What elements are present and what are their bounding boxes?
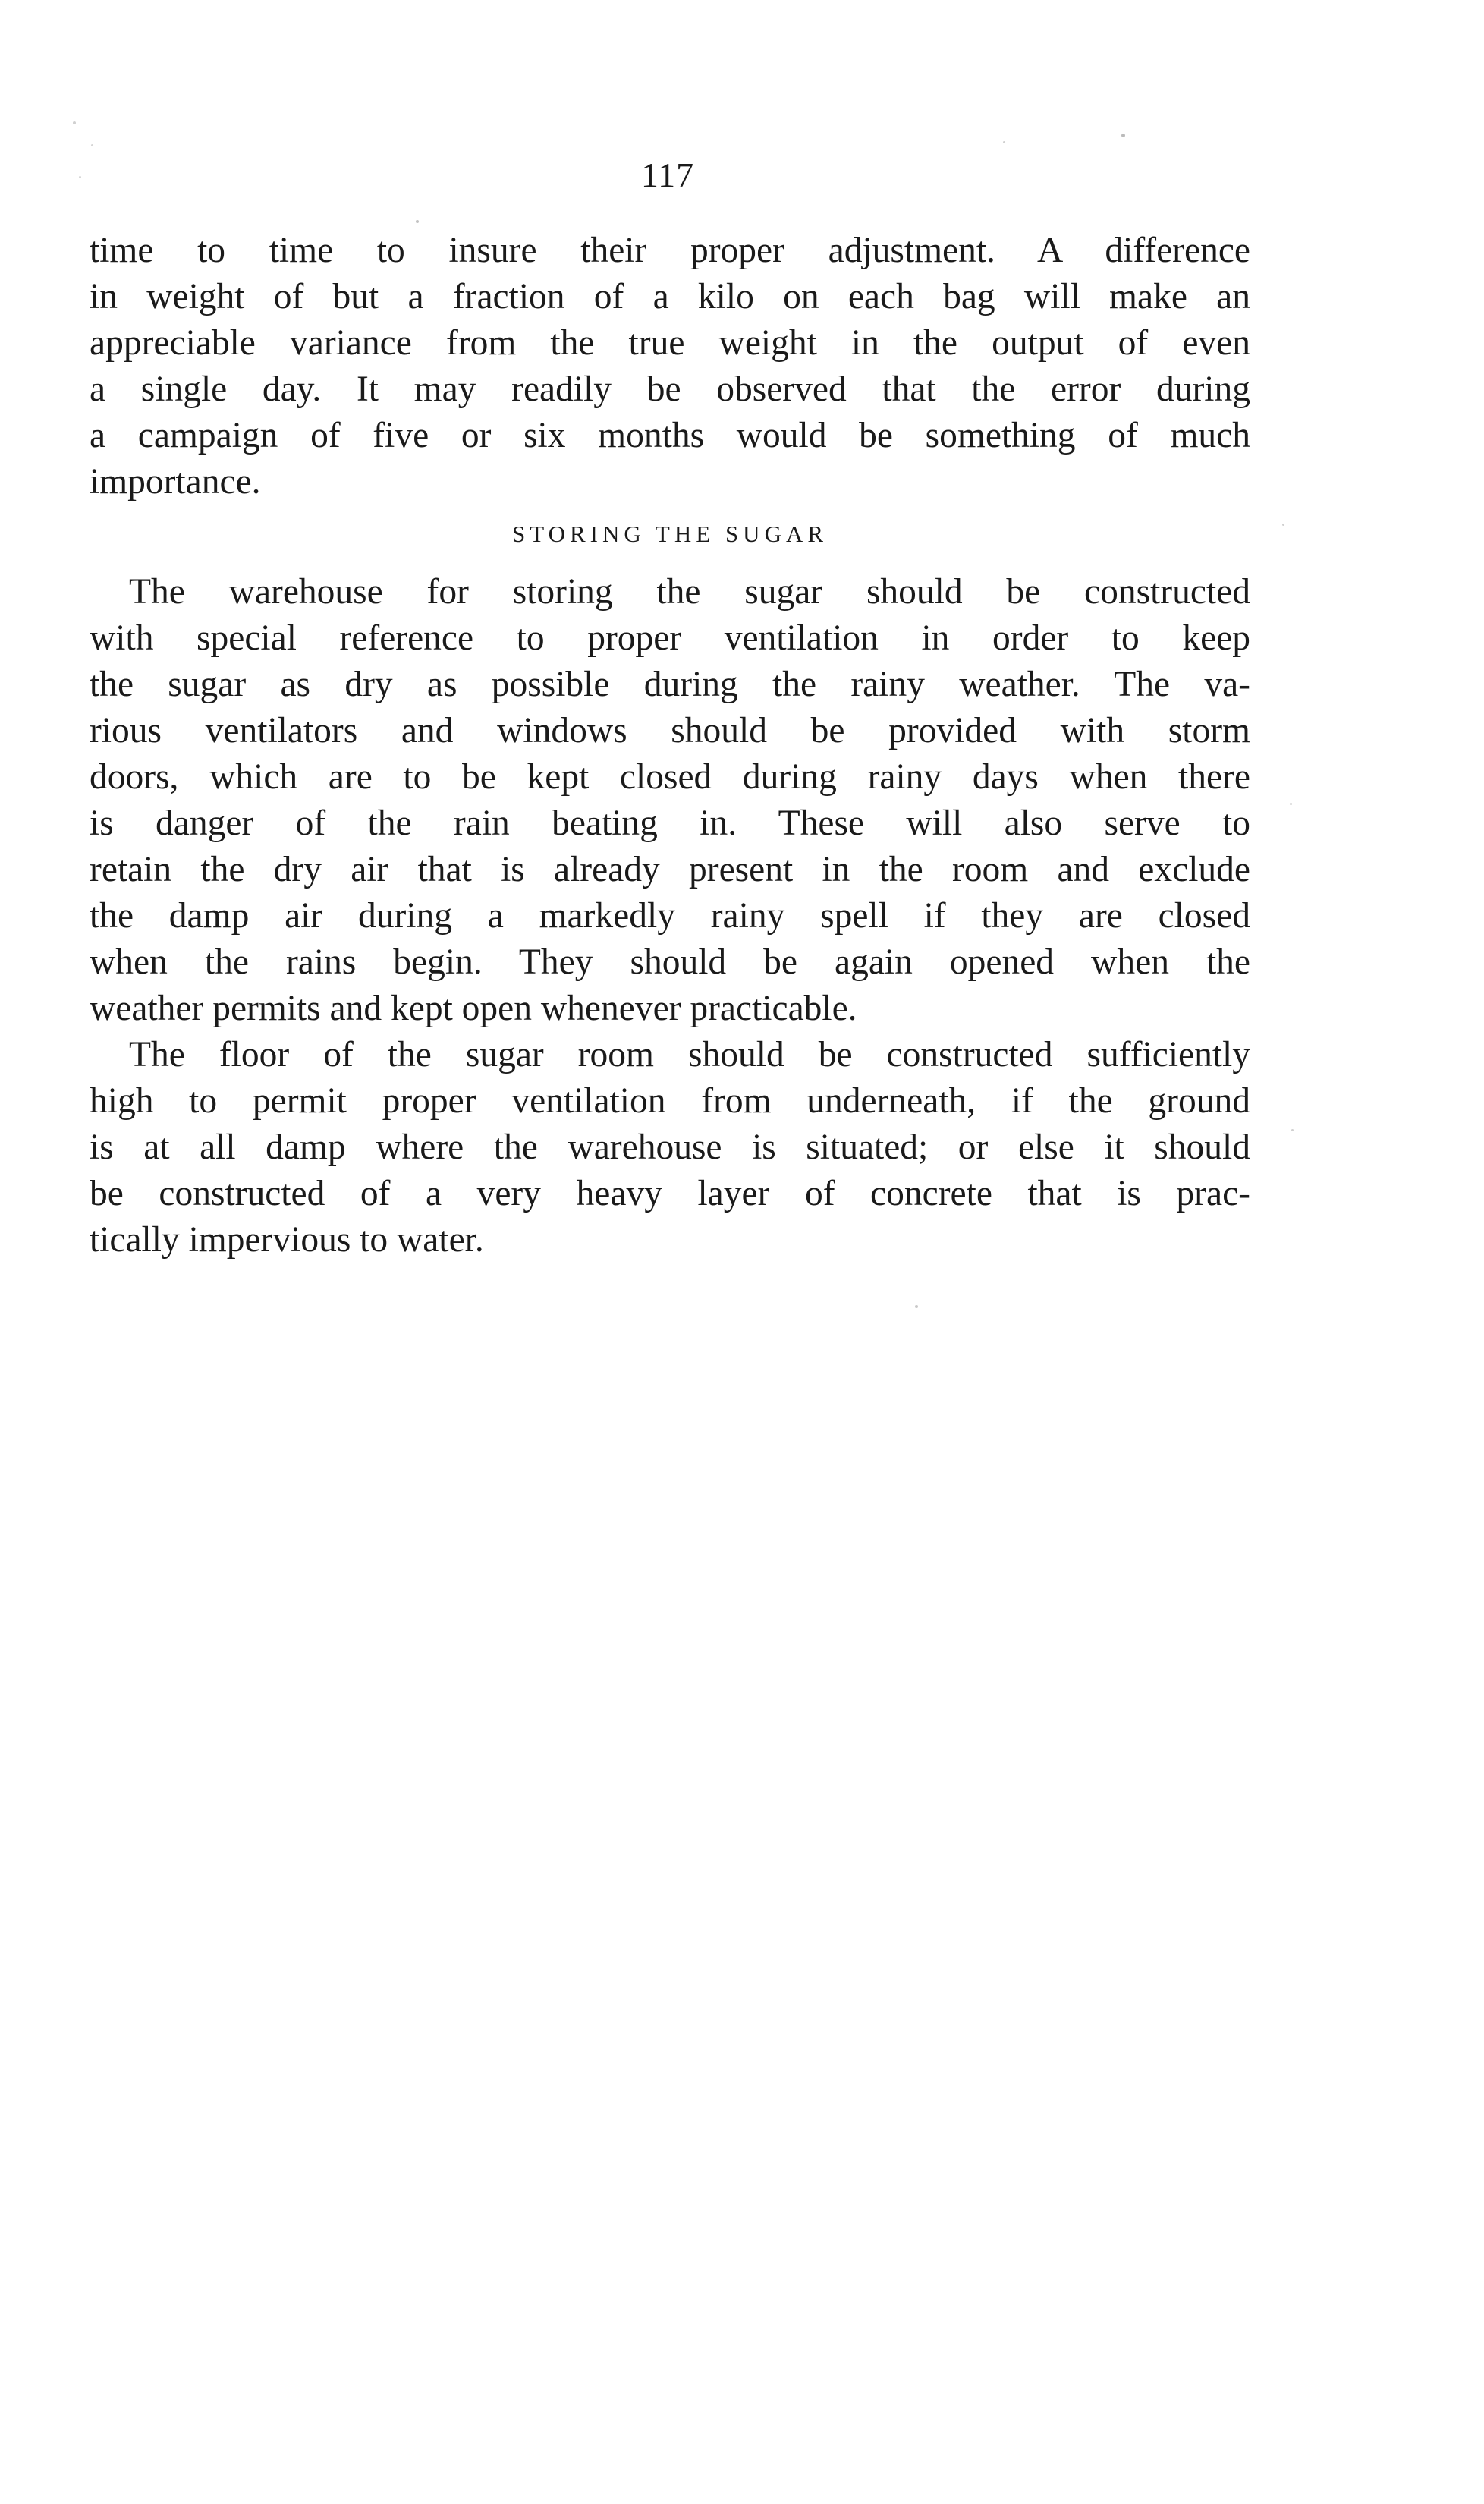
text-line: weather permits and kept open whenever practicable. xyxy=(90,989,857,1028)
text-line: in weight of but a fraction of a kilo on each bag will make an xyxy=(90,277,1250,316)
scan-speck xyxy=(73,121,76,124)
text-line: tically impervious to water. xyxy=(90,1220,484,1260)
text-line: high to permit proper ventilation from underneath, if the ground xyxy=(90,1081,1250,1121)
scan-speck xyxy=(416,220,419,223)
paragraph-1 xyxy=(90,228,1250,505)
text-line: retain the dry air that is already present in the room and exclude xyxy=(90,850,1250,889)
scan-speck xyxy=(1291,1129,1294,1131)
text-line: a campaign of five or six months would be something of much xyxy=(90,416,1250,455)
text-line: is danger of the rain beating in. These will also serve to xyxy=(90,804,1250,843)
scan-speck xyxy=(1003,141,1005,143)
text-line: is at all damp where the warehouse is situated; or else it should xyxy=(90,1128,1250,1167)
section-heading: STORING THE SUGAR xyxy=(511,521,828,547)
text-line: when the rains begin. They should be again opened when the xyxy=(90,942,1250,982)
scan-speck xyxy=(91,144,93,146)
text-line: doors, which are to be kept closed during rainy days when there xyxy=(90,757,1250,797)
page-number: 117 xyxy=(640,156,695,194)
text-line: a single day. It may readily be observed that the error during xyxy=(90,370,1250,409)
text-line: rious ventilators and windows should be provided with storm xyxy=(90,711,1250,750)
text-line: the sugar as dry as possible during the rainy weather. The va- xyxy=(90,665,1250,704)
text-line: time to time to insure their proper adjustment. A difference xyxy=(90,231,1250,270)
paragraph-2 xyxy=(90,569,1250,1032)
scan-speck xyxy=(1282,524,1284,526)
scan-speck xyxy=(1121,134,1125,137)
text-line: the damp air during a markedly rainy spell if they are closed xyxy=(90,896,1250,936)
text-line: appreciable variance from the true weight in the output of even xyxy=(90,323,1250,363)
paragraph-3 xyxy=(90,1032,1250,1263)
scan-speck xyxy=(915,1305,918,1308)
text-line: with special reference to proper ventilation in order to keep xyxy=(90,618,1250,658)
scan-speck xyxy=(1290,803,1292,805)
text-line: importance. xyxy=(90,462,261,502)
text-line: The warehouse for storing the sugar should be constructed xyxy=(129,572,1250,612)
text-line: be constructed of a very heavy layer of concrete that is prac- xyxy=(90,1174,1250,1213)
body-text xyxy=(90,228,1250,1263)
text-line: The floor of the sugar room should be constructed sufficiently xyxy=(129,1035,1250,1074)
